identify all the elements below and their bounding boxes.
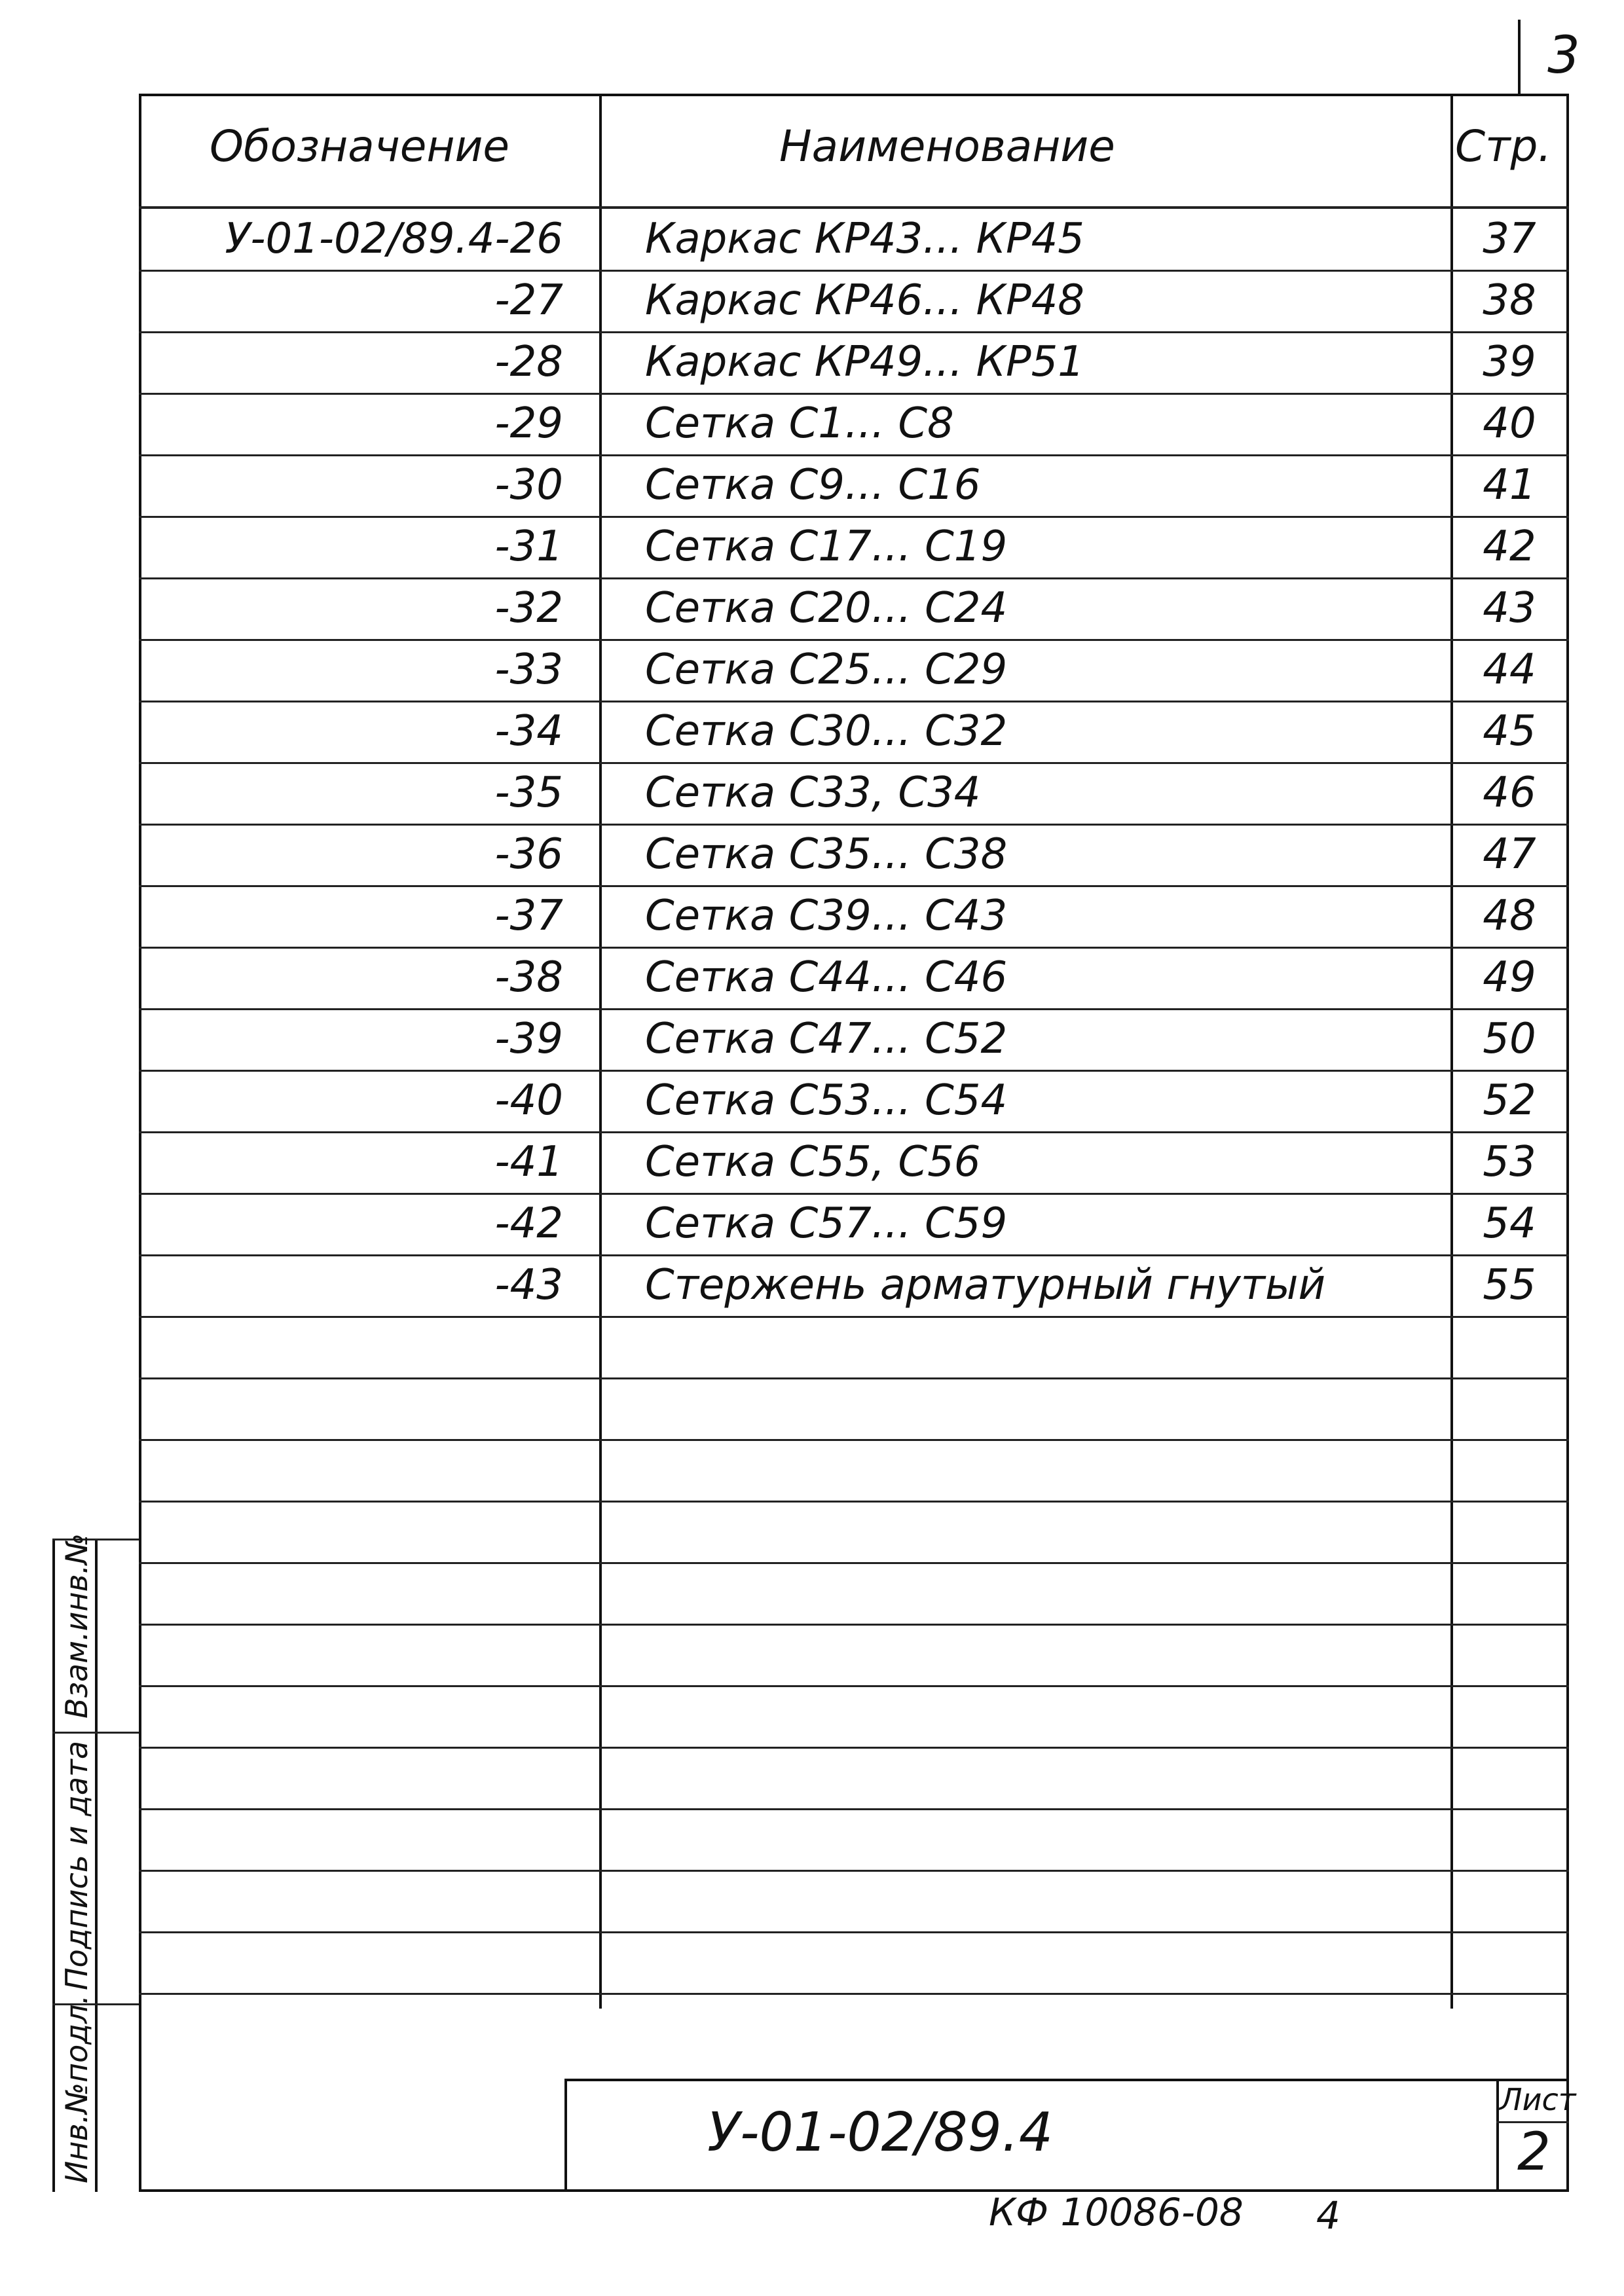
row-page: 49 xyxy=(1483,953,1536,1002)
title-block-code: У-01-02/89.4 xyxy=(707,2102,1054,2164)
header-name: Наименование xyxy=(779,121,1115,172)
row-code: -35 xyxy=(494,769,563,817)
row-name: Сетка С55, С56 xyxy=(645,1138,981,1186)
side-stamp-divider-1 xyxy=(52,1732,139,1734)
row-page: 55 xyxy=(1483,1261,1536,1309)
row-name: Каркас КР49... КР51 xyxy=(645,338,1084,386)
row-name: Сетка С57... С59 xyxy=(645,1199,1008,1248)
row-rule xyxy=(139,1993,1569,1995)
row-code: -39 xyxy=(494,1015,563,1063)
row-code: -43 xyxy=(494,1261,563,1309)
row-code: -37 xyxy=(494,892,563,940)
row-code: -29 xyxy=(494,399,563,448)
row-rule xyxy=(139,1685,1569,1687)
column-divider-1 xyxy=(599,94,602,2009)
row-rule xyxy=(139,639,1569,641)
row-rule xyxy=(139,1624,1569,1626)
row-rule xyxy=(139,947,1569,949)
title-block-sheet-divider xyxy=(1496,2079,1499,2192)
header-page: Стр. xyxy=(1455,121,1552,172)
row-rule xyxy=(139,701,1569,702)
row-code: -40 xyxy=(494,1076,563,1125)
row-code: -27 xyxy=(494,276,563,325)
row-code: -42 xyxy=(494,1199,563,1248)
row-rule xyxy=(139,1808,1569,1810)
row-page: 52 xyxy=(1483,1076,1536,1125)
row-rule xyxy=(139,1131,1569,1133)
row-rule xyxy=(139,1747,1569,1749)
row-code: -31 xyxy=(494,522,563,571)
row-page: 38 xyxy=(1483,276,1536,325)
row-page: 46 xyxy=(1483,769,1536,817)
row-name: Сетка С9... С16 xyxy=(645,461,981,509)
side-label-vzam-inv: Взам.инв.№ xyxy=(59,1533,94,1719)
row-code: -32 xyxy=(494,584,563,632)
row-code: -33 xyxy=(494,646,563,694)
column-divider-2 xyxy=(1450,94,1453,2009)
side-label-inv-podl: Инв.№подл. xyxy=(59,1994,94,2183)
row-rule xyxy=(139,885,1569,887)
row-rule xyxy=(139,1501,1569,1503)
row-rule xyxy=(139,1439,1569,1441)
title-block-sheet-label: Лист xyxy=(1500,2082,1576,2117)
row-rule xyxy=(139,393,1569,395)
footer-code: КФ 10086-08 xyxy=(989,2190,1244,2234)
title-block-sheet-value: 2 xyxy=(1517,2121,1551,2182)
row-code: -41 xyxy=(494,1138,563,1186)
row-code: -38 xyxy=(494,953,563,1002)
row-page: 53 xyxy=(1483,1138,1536,1186)
row-rule xyxy=(139,270,1569,272)
row-name: Сетка С33, С34 xyxy=(645,769,981,817)
row-rule xyxy=(139,762,1569,764)
row-page: 39 xyxy=(1483,338,1536,386)
side-stamp-inner-border xyxy=(95,1539,98,2192)
row-name: Сетка С30... С32 xyxy=(645,707,1008,756)
row-name: Сетка С47... С52 xyxy=(645,1015,1008,1063)
row-rule xyxy=(139,1193,1569,1195)
row-rule xyxy=(139,1562,1569,1564)
row-rule xyxy=(139,1870,1569,1872)
side-label-podpis-data: Подпись и дата xyxy=(59,1740,94,1990)
footer-number: 4 xyxy=(1316,2193,1340,2238)
row-page: 45 xyxy=(1483,707,1536,756)
row-code: -30 xyxy=(494,461,563,509)
row-page: 50 xyxy=(1483,1015,1536,1063)
row-name: Сетка С39... С43 xyxy=(645,892,1008,940)
row-name: Сетка С20... С24 xyxy=(645,584,1008,632)
row-page: 40 xyxy=(1483,399,1536,448)
row-page: 41 xyxy=(1483,461,1536,509)
row-name: Сетка С35... С38 xyxy=(645,830,1008,879)
row-name: Стержень арматурный гнутый xyxy=(645,1261,1326,1309)
sheet-number: 3 xyxy=(1547,26,1580,85)
header-designation: Обозначение xyxy=(210,121,509,172)
row-rule xyxy=(139,1377,1569,1379)
row-page: 54 xyxy=(1483,1199,1536,1248)
row-name: Каркас КР43... КР45 xyxy=(645,215,1084,263)
row-page: 44 xyxy=(1483,646,1536,694)
row-name: Сетка С44... С46 xyxy=(645,953,1008,1002)
row-rule xyxy=(139,516,1569,518)
row-rule xyxy=(139,1931,1569,1933)
row-rule xyxy=(139,331,1569,333)
row-code: -36 xyxy=(494,830,563,879)
row-name: Каркас КР46... КР48 xyxy=(645,276,1084,325)
row-rule xyxy=(139,577,1569,579)
row-page: 42 xyxy=(1483,522,1536,571)
row-code: -28 xyxy=(494,338,563,386)
row-page: 48 xyxy=(1483,892,1536,940)
row-code: У-01-02/89.4-26 xyxy=(225,215,563,263)
row-rule xyxy=(139,1070,1569,1072)
row-name: Сетка С25... С29 xyxy=(645,646,1008,694)
row-name: Сетка С53... С54 xyxy=(645,1076,1008,1125)
row-name: Сетка С1... С8 xyxy=(645,399,954,448)
row-rule xyxy=(139,1008,1569,1010)
row-page: 43 xyxy=(1483,584,1536,632)
row-page: 47 xyxy=(1483,830,1536,879)
row-rule xyxy=(139,1254,1569,1256)
side-stamp-left-border xyxy=(52,1539,55,2192)
row-code: -34 xyxy=(494,707,563,756)
row-rule xyxy=(139,1316,1569,1318)
row-rule xyxy=(139,454,1569,456)
row-rule xyxy=(139,824,1569,826)
row-page: 37 xyxy=(1483,215,1536,263)
row-name: Сетка С17... С19 xyxy=(645,522,1008,571)
header-divider xyxy=(139,206,1569,209)
